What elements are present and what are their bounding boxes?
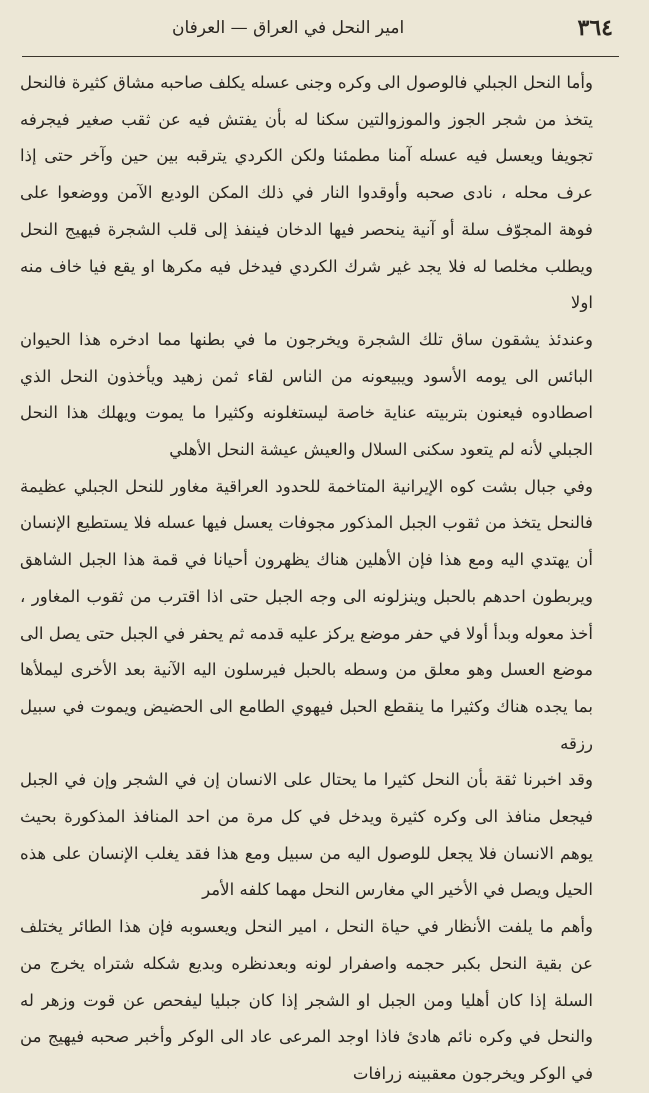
page-number: ٣٦٤	[577, 15, 613, 41]
paragraph: وأما النحل الجبلي فالوصول الى وكره وجنى عسله يكلف صاحبه مشاق كثيرة فالنحل يتخذ من شجر الجوز والموزوالتين سكنا له بأن يفتش فيه عن ثقب صغير فيجرفه تجويفا ويعسل فيه عسله آمنا مطمئنا ولكن الكردي يترقبه بين حين وآخر حتى إذا عرف محله ، نادى صحبه وأوقدوا النار في ذلك المكن الوديع الآمن ووضعوا على فوهة المجوّف سلة أو آنية ينحصر فيها الدخان فينفذ إلى قلب الشجرة فيهيج النحل ويطلب مخلصا له فلا يجد غير شرك الكردي فيدخل فيه مكرها او يقع فيا خاف منه اولا	[20, 73, 593, 313]
header-rule	[22, 56, 619, 57]
paragraph: وقد اخبرنا ثقة بأن النحل كثيرا ما يحتال على الانسان إن في الشجر وإن في الجبل فيجعل منافذ الى وكره كثيرة ويدخل في كل مرة من احد المنافذ المذكورة بحيث يوهم الانسان فلا يجعل للوصول اليه من سبيل ومع هذا فقد يغلب الإنسان على هذه الحيل ويصل في الأخير الي مغارس النحل مهما كلفه الأمر	[20, 770, 593, 900]
page-header	[20, 0, 621, 56]
paragraph: وفي جبال بشت كوه الإيرانية المتاخمة للحدود العراقية مغاور للنحل الجبلي عظيمة فالنحل يتخذ من ثقوب الجبل المذكور مجوفات يعسل فيها عسله فلا يستطيع الإنسان أن يهتدي اليه ومع هذا فإن الأهلين هناك يظهرون أحيانا في قمة هذا الجبل الشاهق ويربطون احدهم بالحبل وينزلونه الى وجه الجبل حتى اذا اقترب من ثقوب المغاور ، أخذ معوله وبدأ أولا في حفر موضع يركز عليه قدمه ثم يحفر في الجبل حتى يصل الى موضع العسل وهو معلق من وسطه بالحبل فيرسلون اليه الآنية بعد الأخرى ليملأها بما يجده هناك وكثيرا ما ينقطع الحبل فيهوي الطامع الى الحضيض ويموت في سبيل رزقه	[20, 476, 593, 753]
paragraph: وأهم ما يلفت الأنظار في حياة النحل ، امير النحل ويعسوبه فإن هذا الطائر يختلف عن بقية النحل بكبر حجمه واصفرار لونه وبعدنظره وبديع شكله شتراه يخرج من السلة إذا كان أهليا ومن الجبل او الشجر إذا كان جبليا ليفحص عن قوت وزهر له والنحل في وكره نائم هادئ فاذا اوجد المرعى عاد الى الوكر وأخبر صحبه فيهيج من في الوكر ويخرجون معقبينه زرافات	[20, 917, 593, 1083]
paragraph: وعندئذ يشقون ساق تلك الشجرة ويخرجون ما في بطنها مما ادخره هذا الحيوان البائس الى يومه الأسود ويبيعونه من الناس لقاء ثمن زهيد ويأخذون النحل الذي اصطادوه فيعنون بتربيته عناية خاصة ليستغلونه وكثيرا ما يموت ويهلك هذا النحل الجبلي لأنه لم يتعود سكنى السلال والعيش عيشة النحل الأهلي	[20, 329, 593, 460]
body-text	[20, 65, 621, 1093]
running-title: امير النحل في العراق — العرفان	[172, 18, 405, 38]
